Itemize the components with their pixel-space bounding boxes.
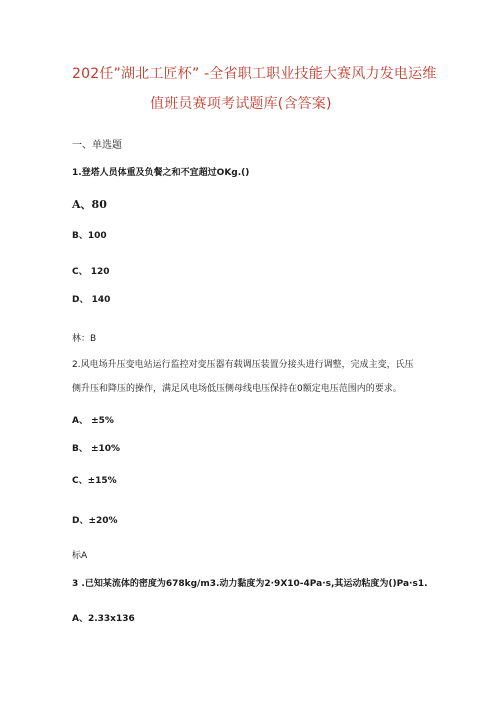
section-heading: 一、单选题	[72, 140, 122, 151]
document-title-line2: 值班员赛项考试题库(含答案)	[150, 96, 332, 112]
question-2-stem-line1: 2.风电场升压变电站运行监控对变压器有载调压装置分接头进行调整，完成主变，氏压	[72, 360, 414, 370]
question-2-option-d: D、±20%	[72, 516, 118, 526]
question-2-option-a: A、 ±5%	[72, 416, 114, 426]
document-title-line1: 202任”湖北工匠杯” -全省职工职业技能大赛风力发电运维	[72, 66, 437, 82]
question-1-answer: 林：B	[72, 334, 97, 344]
question-2-option-c: C、±15%	[72, 476, 117, 486]
question-2-answer: 标A	[72, 551, 88, 561]
question-2-stem-line2: 侧升压和降压的操作，满足风电场低压侧母线电压保持在0额定电压范围内的要求。	[72, 384, 402, 394]
question-1-option-d: D、 140	[72, 295, 111, 305]
question-1-stem: 1.登塔人员体重及负餐之和不宜超过OKg.()	[72, 168, 250, 178]
question-1-option-b: B、100	[72, 231, 107, 241]
question-1-option-a: A、80	[72, 198, 107, 211]
question-2-option-b: B、 ±10%	[72, 444, 121, 454]
question-3-option-a: A、2.33x136	[72, 614, 135, 624]
question-1-option-c: C、 120	[72, 267, 110, 277]
question-3-stem: 3 .已知某流体的密度为678kg/m3.动力黏度为2·9X10-4Pa·s,其运动粘度为()Pa·s1.	[72, 579, 428, 589]
